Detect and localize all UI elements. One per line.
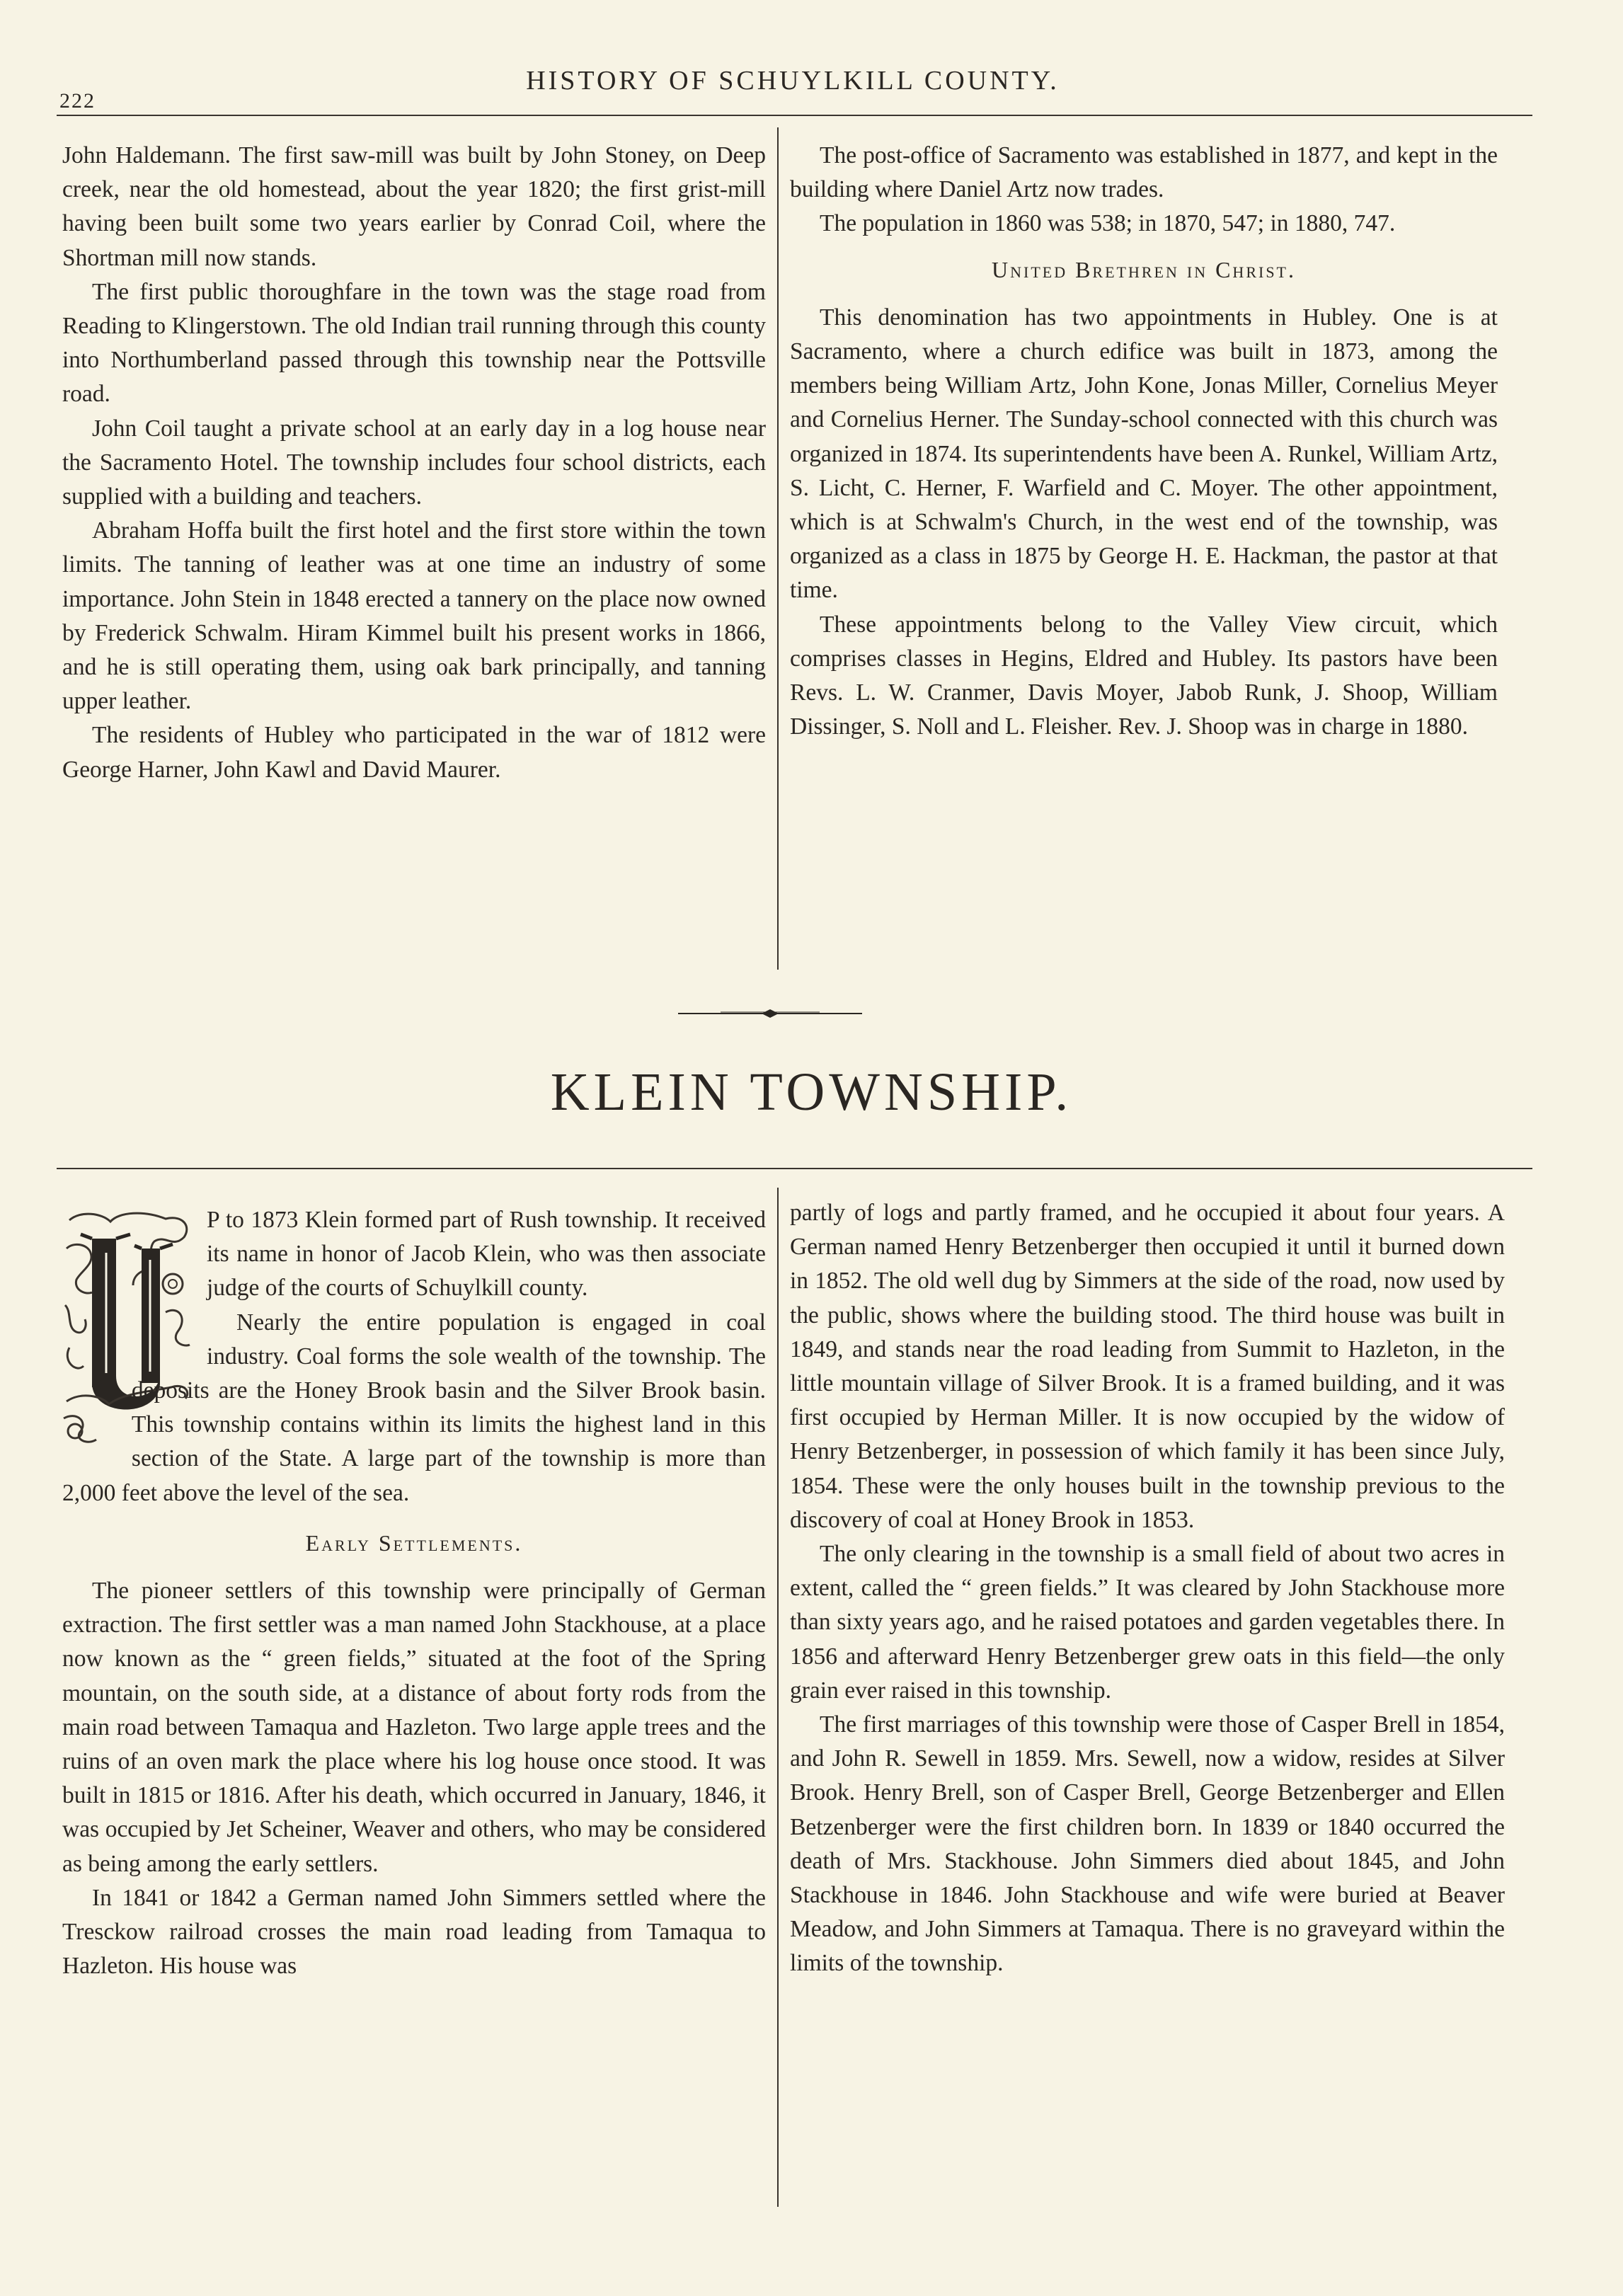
ornament-divider (678, 1006, 862, 1021)
lower-right-column (790, 1196, 1505, 1981)
paragraph: The only clearing in the township is a small field of about two acres in extent, called the “ green fields.” It was cleared by John Stackhouse more than sixty years ago, and he raised potatoes and garden vegetables there. In 1856 and afterward Henry Betzenberger grew oats in this field—the only grain ever raised in this township. (790, 1541, 1505, 1704)
paragraph: Abraham Hoffa built the first hotel and the first store within the town limits. The tanning of leather was at one time an industry of some importance. John Stein in 1848 erected a tannery on the place now owned by Frederick Schwalm. Hiram Kimmel built his present works in 1866, and he is still operating them, using oak bark principally, and tanning upper leather. (62, 517, 766, 715)
paragraph: The post-office of Sacramento was established in 1877, and kept in the building where Daniel Artz now trades. (790, 142, 1498, 203)
paragraph: John Coil taught a private school at an early day in a log house near the Sacramento Hotel. The township includes four school districts, each supplied with a building and teachers. (62, 415, 766, 510)
paragraph: The first marriages of this township were those of Casper Brell in 1854, and John R. Sewell in 1859. Mrs. Sewell, now a widow, resides at Silver Brook. Henry Brell, son of Casper Brell, George Betzenberger and Ellen Betzenberger were the first children born. In 1839 or 1840 occurred the death of Mrs. Stackhouse. John Simmers died about 1845, and John Stackhouse in 1846. John Stackhouse and wife were buried at Beaver Meadow, and John Simmers at Tamaqua. There is no graveyard within the limits of the township. (790, 1711, 1505, 1977)
subheading-united-brethren: United Brethren in Christ. (992, 256, 1296, 282)
running-title: HISTORY OF SCHUYLKILL COUNTY. (526, 66, 1060, 96)
top-left-column (62, 139, 766, 787)
paragraph: These appointments belong to the Valley View circuit, which comprises classes in Hegins, Eldred and Hubley. Its pastors have been Revs. L. W. Cranmer, Davis Moyer, Jabob Runk, J. Shoop, William Dissinger, S. Noll and L. Fleisher. Rev. J. Shoop was in charge in 1880. (790, 611, 1498, 740)
paragraph: Nearly the entire population is engaged in coal industry. Coal forms the sole wealth of the township. The deposits are the Honey Brook basin and the Silver Brook basin. This township contains within its limits the highest land in this section of the State. A large part of the township is more than 2,000 feet above the level of the sea. (62, 1309, 766, 1506)
header-rule (57, 115, 1532, 116)
paragraph: John Haldemann. The first saw-mill was built by John Stoney, on Deep creek, near the old homestead, about the year 1820; the first grist-mill having been built some two years earlier by Conrad Coil, where the Shortman mill now stands. (62, 142, 766, 271)
section-title: KLEIN TOWNSHIP. (550, 1062, 1073, 1122)
lower-column-divider (777, 1188, 779, 2207)
paragraph: In 1841 or 1842 a German named John Simmers settled where the Tresckow railroad crosses the main road leading from Tamaqua to Hazleton. His house was (62, 1884, 766, 1980)
paragraph: The pioneer settlers of this township were principally of German extraction. The first settler was a man named John Stackhouse, at a place now known as the “ green fields,” situated at the foot of the Spring mountain, on the south side, at a distance of about forty rods from the main road between Tamaqua and Hazleton. Two large apple trees and the ruins of an oven mark the place where his log house once stood. It was built in 1815 or 1816. After his death, which occurred in January, 1846, it was occupied by Jet Scheiner, Weaver and others, who may be considered as being among the early settlers. (62, 1578, 766, 1877)
top-column-divider (777, 127, 779, 970)
paragraph: This denomination has two appointments in Hubley. One is at Sacramento, where a church edifice was built in 1873, among the members being William Artz, John Kone, Jonas Miller, Cornelius Meyer and Cornelius Herner. The Sunday-school connected with this church was organized in 1874. Its superintendents have been A. Runkel, William Artz, S. Licht, C. Herner, F. Warfield and C. Moyer. The other appointment, which is at Schwalm's Church, in the west end of the township, was organized as a class in 1875 by George H. E. Hackman, the pastor at that time. (790, 304, 1498, 604)
page-number: 222 (59, 89, 96, 113)
paragraph: partly of logs and partly framed, and he occupied it about four years. A German named Henry Betzenberger then occupied it until it burned down in 1852. The old well dug by Simmers at the side of the road, now used by the public, shows where the building stood. The third house was built in 1849, and stands near the road leading from Summit to Hazleton, in the little mountain village of Silver Brook. It is a framed building, and it was first occupied by Herman Miller. It is now occupied by the widow of Henry Betzenberger, in possession of which family it has been since July, 1854. These were the only houses built in the township previous to the discovery of coal at Honey Brook in 1853. (790, 1200, 1505, 1533)
paragraph: The first public thoroughfare in the town was the stage road from Reading to Klingerstown. The old Indian trail running through this county into Northumberland passed through this township near the Pottsville road. (62, 278, 767, 408)
top-right-column (790, 139, 1498, 744)
section-rule (57, 1168, 1532, 1169)
paragraph: P to 1873 Klein formed part of Rush township. It received its name in honor of Jacob Klein, who was then associate judge of the courts of Schuylkill county. (207, 1207, 766, 1302)
paragraph: The population in 1860 was 538; in 1870, 547; in 1880, 747. (820, 210, 1396, 237)
lower-left-column (62, 1203, 766, 1983)
paragraph: The residents of Hubley who participated in the war of 1812 were George Harner, John Kawl and David Maurer. (62, 722, 766, 783)
page-header (57, 65, 1529, 115)
subheading-early-settlements: Early Settlements. (305, 1529, 523, 1556)
